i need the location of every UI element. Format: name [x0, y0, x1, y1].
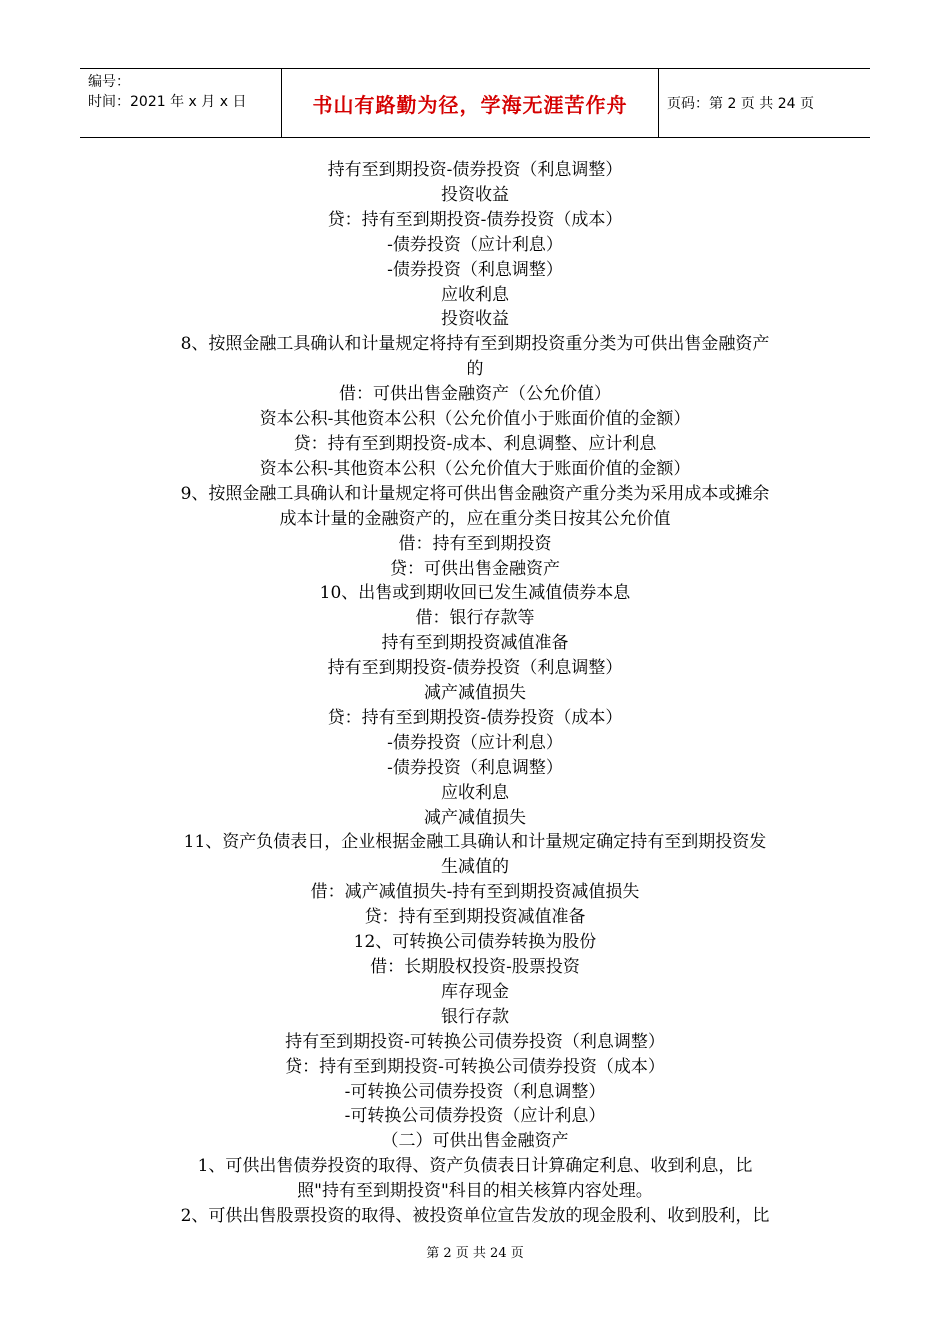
text-line: -债券投资（利息调整） [387, 757, 563, 778]
page-footer: 第 2 页 共 24 页 [426, 1246, 524, 1261]
document-date: 时间：2021 年 x 月 x 日 [88, 94, 247, 110]
text-line: 8、按照金融工具确认和计量规定将持有至到期投资重分类为可供出售金融资产 [180, 334, 770, 355]
text-line: -债券投资（利息调整） [387, 259, 563, 280]
text-line: 9、按照金融工具确认和计量规定将可供出售金融资产重分类为采用成本或摊余 [180, 483, 770, 504]
text-line: 投资收益 [441, 309, 509, 330]
text-line: -可转换公司债券投资（应计利息） [344, 1106, 606, 1127]
text-line: 贷：持有至到期投资减值准备 [364, 907, 586, 928]
text-line: 减产减值损失 [424, 807, 526, 828]
text-line: 12、可转换公司债券转换为股份 [353, 932, 597, 953]
text-line: -债券投资（应计利息） [387, 732, 563, 753]
text-line: 资本公积-其他资本公积（公允价值大于账面价值的金额） [259, 458, 691, 479]
text-line: 11、资产负债表日，企业根据金融工具确认和计量规定确定持有至到期投资发 [183, 832, 767, 853]
header-page-number: 页码：第 2 页 共 24 页 [667, 96, 814, 112]
text-line: 借：长期股权投资-股票投资 [370, 957, 580, 977]
text-line: 银行存款 [441, 1006, 509, 1027]
text-line: 的 [466, 359, 484, 380]
text-line: 生减值的 [441, 857, 509, 878]
text-line: 10、出售或到期收回已发生减值债券本息 [319, 583, 631, 604]
document-number: 编号： [88, 74, 130, 90]
text-line: 持有至到期投资-债券投资（利息调整） [327, 160, 623, 180]
text-line: 成本计量的金融资产的，应在重分类日按其公允价值 [279, 508, 671, 529]
text-line: 减产减值损失 [424, 683, 526, 704]
text-line: 持有至到期投资减值准备 [381, 633, 569, 654]
text-line: 借：减产减值损失-持有至到期投资减值损失 [310, 882, 640, 903]
text-line: 库存现金 [441, 981, 509, 1002]
text-line: 贷：持有至到期投资-成本、利息调整、应计利息 [293, 433, 657, 454]
text-line: 借：银行存款等 [415, 608, 535, 629]
document-body [100, 158, 850, 1229]
text-line: 贷：可供出售金融资产 [390, 558, 560, 579]
text-line: 2、可供出售股票投资的取得、被投资单位宣告发放的现金股利、收到股利，比 [180, 1206, 770, 1227]
page-header [80, 68, 870, 138]
text-line: 资本公积-其他资本公积（公允价值小于账面价值的金额） [259, 409, 691, 430]
text-line: （二）可供出售金融资产 [381, 1131, 569, 1152]
text-line: 借：可供出售金融资产（公允价值） [339, 384, 611, 405]
text-line: -可转换公司债券投资（利息调整） [344, 1081, 606, 1102]
text-line: 应收利息 [441, 284, 509, 305]
text-line: 照"持有至到期投资"科目的相关核算内容处理。 [297, 1181, 653, 1202]
header-motto: 书山有路勤为径，学海无涯苦作舟 [282, 69, 659, 137]
text-line: 贷：持有至到期投资-可转换公司债券投资（成本） [285, 1056, 665, 1077]
text-line: -债券投资（应计利息） [387, 234, 563, 255]
text-line: 贷：持有至到期投资-债券投资（成本） [327, 209, 623, 230]
text-line: 1、可供出售债券投资的取得、资产负债表日计算确定利息、收到利息，比 [197, 1156, 753, 1177]
text-line: 应收利息 [441, 782, 509, 803]
text-line: 持有至到期投资-债券投资（利息调整） [327, 658, 623, 679]
text-line: 贷：持有至到期投资-债券投资（成本） [327, 707, 623, 728]
text-line: 持有至到期投资-可转换公司债券投资（利息调整） [285, 1031, 665, 1052]
header-meta [80, 69, 282, 137]
text-line: 投资收益 [441, 184, 509, 205]
text-line: 借：持有至到期投资 [398, 533, 552, 554]
